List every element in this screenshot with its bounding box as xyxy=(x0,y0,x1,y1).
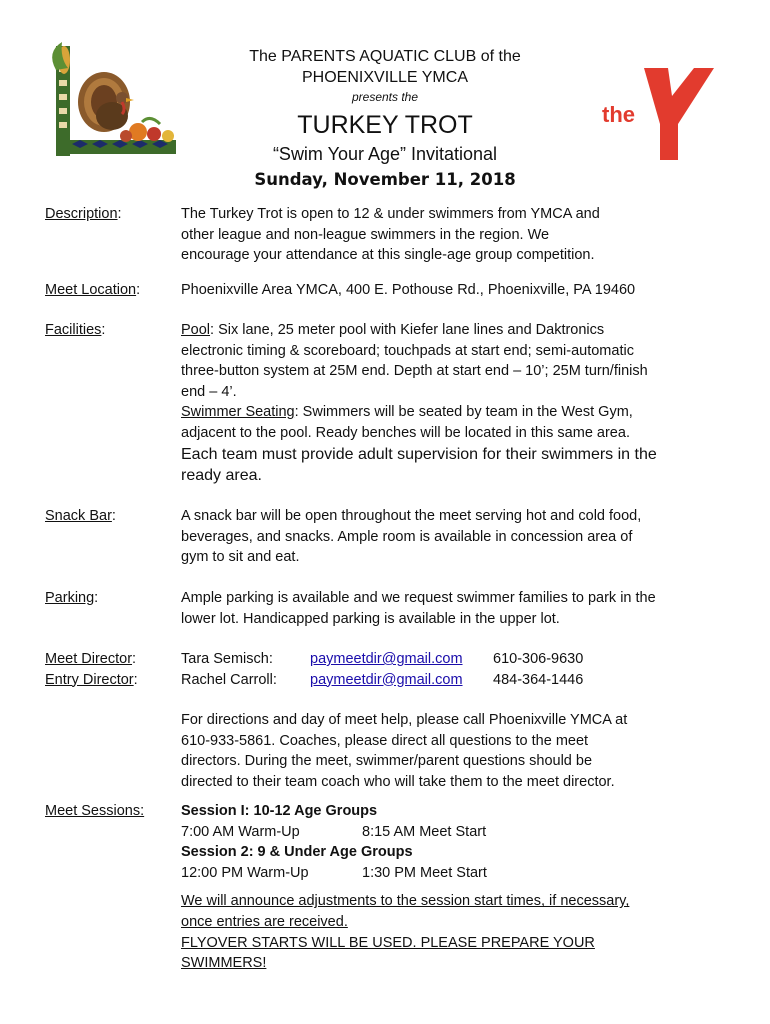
parking-text: Ample parking is available and we request swimmer families to park in the lower lot. Handicapped parking is available in the upper lot. xyxy=(181,590,656,627)
help-text: For directions and day of meet help, please call Phoenixville YMCA at 610-933-5861. Coaches, please direct all questions to the meet directors. During the meet, swimmer/parent questions should be directed to their team coach who will take them to the meet director. xyxy=(181,712,628,790)
contact-row xyxy=(181,649,735,670)
entry-director-label: Entry Director xyxy=(45,671,134,688)
meet-director-label: Meet Director xyxy=(45,651,133,667)
director-phone: 610-306-9630 xyxy=(493,651,584,667)
presents-text: presents the xyxy=(351,90,419,104)
club-name-line2: PHOENIXVILLE YMCA xyxy=(302,69,468,86)
sessions-text xyxy=(181,801,735,974)
ymca-logo-text: the xyxy=(602,102,635,127)
facilities-text: Pool: Six lane, 25 meter pool with Kiefer lane lines and Daktronics electronic timing & scoreboard; touchpads at start end; semi-automatic three-button system at 25M end. Depth at start end – 10’; 25M turn/finish end – 4’. Swimmer Seating: Swimmers will be seated by team in the West Gym, adjacent to the pool. Ready benches will be located in this same area. Each team must provide adult supervision for their swimmers in the ready area. xyxy=(181,322,657,484)
session-1-times: 7:00 AM Warm-Up 8:15 AM Meet Start xyxy=(181,823,487,840)
location-label: Meet Location: xyxy=(45,282,141,298)
director-email-link[interactable]: paymeetdir@gmail.com xyxy=(310,671,463,688)
session-2-title: Session 2: 9 & Under Age Groups xyxy=(181,844,413,861)
director-phone: 484-364-1446 xyxy=(493,671,584,688)
flyover-notice: FLYOVER STARTS WILL BE USED. PLEASE PREPARE YOUR SWIMMERS! xyxy=(181,934,595,972)
description-text: The Turkey Trot is open to 12 & under swimmers from YMCA and other league and non-league swimmers in the region. We encourage your attendance at this single-age group competition. xyxy=(181,206,600,264)
description-label: Description: xyxy=(45,206,122,222)
snack-bar-text: A snack bar will be open throughout the meet serving hot and cold food, beverages, and snacks. Ample room is available in concession area of gym to sit and eat. xyxy=(181,508,642,566)
director-email-link[interactable]: paymeetdir@gmail.com xyxy=(310,651,463,667)
snack-bar-label: Snack Bar: xyxy=(45,508,116,524)
session-2-times: 12:00 PM Warm-Up 1:30 PM Meet Start xyxy=(181,864,487,881)
location-text: Phoenixville Area YMCA, 400 E. Pothouse Rd., Phoenixville, PA 19460 xyxy=(181,282,636,298)
parking-label: Parking: xyxy=(45,590,99,606)
director-name: Rachel Carroll: xyxy=(181,671,277,688)
session-1-title: Session I: 10-12 Age Groups xyxy=(181,803,378,819)
ymca-the-y-icon xyxy=(598,66,714,162)
event-date: Sunday, November 11, 2018 xyxy=(254,170,516,189)
facilities-label: Facilities: xyxy=(45,322,106,338)
sessions-label: Meet Sessions: xyxy=(45,803,145,819)
flyer-header xyxy=(190,46,580,192)
event-title: TURKEY TROT xyxy=(297,111,473,139)
contact-row xyxy=(181,670,735,691)
pool-heading: Pool xyxy=(181,322,211,338)
director-labels: Meet Director: Entry Director: xyxy=(45,651,138,688)
club-name-line1: The PARENTS AQUATIC CLUB of the xyxy=(249,48,521,65)
event-subtitle: “Swim Your Age” Invitational xyxy=(272,144,498,164)
director-contacts xyxy=(181,649,735,690)
adjustment-notice: We will announce adjustments to the session start times, if necessary, once entries are received. xyxy=(181,893,630,930)
seating-heading: Swimmer Seating xyxy=(181,404,295,421)
director-name: Tara Semisch: xyxy=(181,651,273,667)
turkey-corner-icon xyxy=(42,40,192,162)
